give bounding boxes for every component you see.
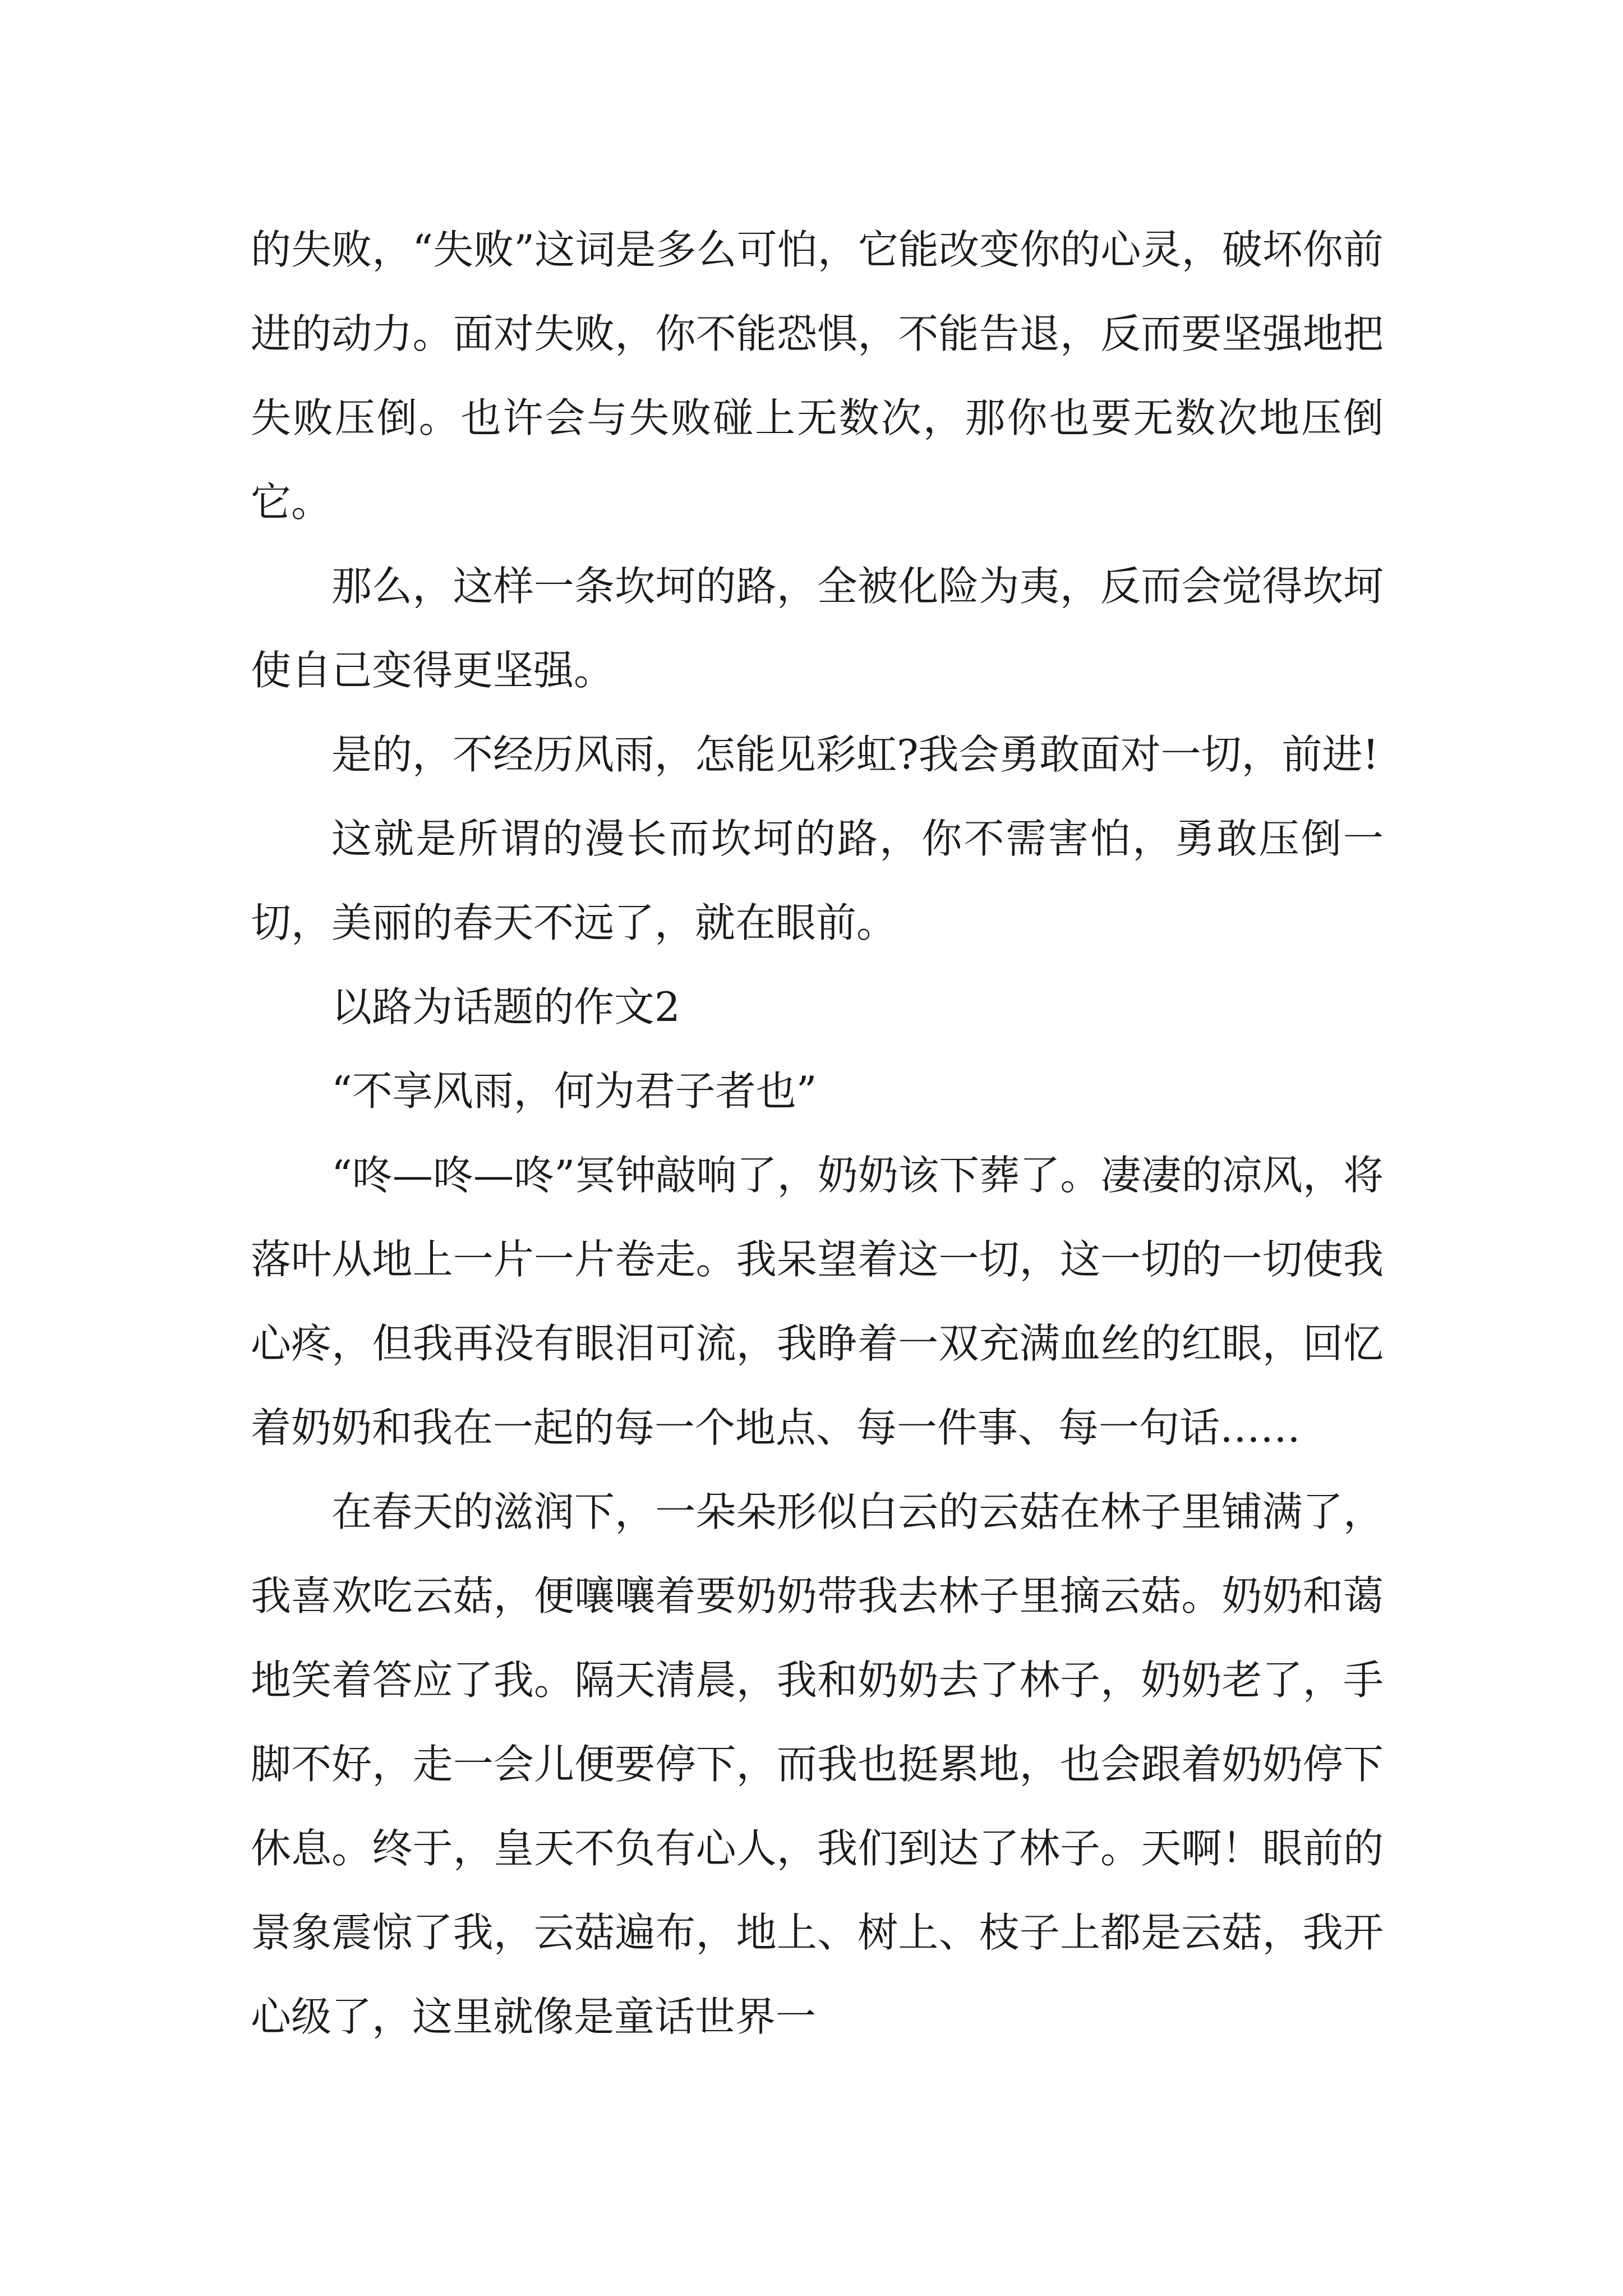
essay-subtitle: “不享风雨，何为君子者也” — [331, 1068, 817, 1115]
paragraph-funeral-bell: “咚—咚—咚”冥钟敲响了，奶奶该下葬了。凄凄的凉风，将落叶从地上一片一片卷走。我呆望着这一切，这一切的一切使我心疼，但我再没有眼泪可流，我睁着一双充满血丝的红眼，回忆着奶奶和我在一起的每一个地点、每一件事、每一句话…… — [251, 1152, 1384, 1451]
paragraph-rainbow: 是的，不经历风雨，怎能见彩虹?我会勇敢面对一切，前进! — [331, 731, 1379, 778]
paragraph-mushroom-forest: 在春天的滋润下，一朵朵形似白云的云菇在林子里铺满了，我喜欢吃云菇，便嚷嚷着要奶奶带我去林子里摘云菇。奶奶和蔼地笑着答应了我。隔天清晨，我和奶奶去了林子，奶奶老了，手脚不好，走一会儿便要停下，而我也挺累地，也会跟着奶奶停下休息。终于，皇天不负有心人，我们到达了林子。天啊！眼前的景象震惊了我，云菇遍布，地上、树上、枝子上都是云菇，我开心级了，这里就像是童话世界一 — [251, 1488, 1384, 2040]
paragraph-bumpy-road: 那么，这样一条坎坷的路，全被化险为夷，反而会觉得坎坷使自己变得更坚强。 — [251, 563, 1384, 694]
paragraph-spring: 这就是所谓的漫长而坎坷的路，你不需害怕，勇敢压倒一切，美丽的春天不远了，就在眼前。 — [251, 815, 1384, 946]
essay-heading-2: 以路为话题的作文2 — [331, 983, 680, 1030]
document-body — [251, 208, 1384, 2059]
paragraph-continued-failure: 的失败，“失败”这词是多么可怕，它能改变你的心灵，破坏你前进的动力。面对失败，你不能恐惧，不能告退，反而要坚强地把失败压倒。也许会与失败碰上无数次，那你也要无数次地压倒它。 — [251, 226, 1384, 526]
